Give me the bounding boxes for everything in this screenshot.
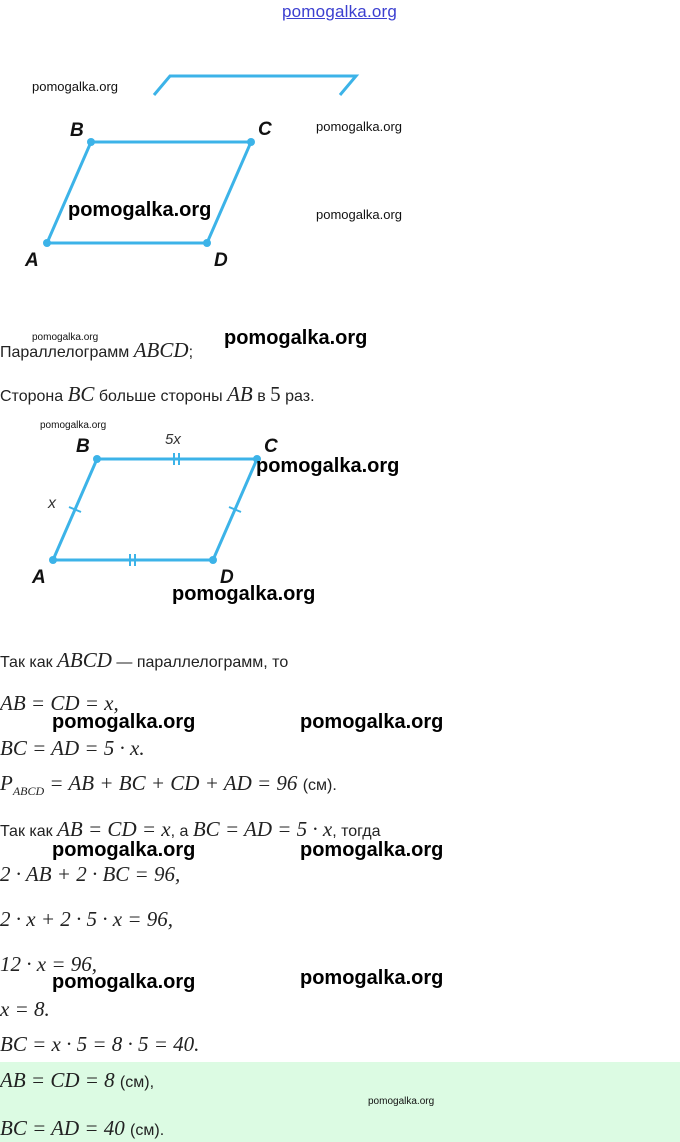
watermark: pomogalka.org (300, 967, 444, 989)
label-side-bc: 5x (165, 431, 181, 448)
equation-1: AB = CD = x, (0, 691, 119, 715)
equation-2: BC = AD = 5 · x. (0, 736, 145, 760)
equation-perimeter: $P_{ABCD}$ = AB + BC + CD + AD = 96 (см). (0, 771, 337, 799)
equation-5: 2 · x + 2 · 5 · x = 96, (0, 907, 173, 931)
problem-line-1: Параллелограмм ABCD; (0, 338, 194, 362)
equation-6: 12 · x = 96, (0, 952, 97, 976)
label-d: D (214, 250, 228, 271)
vertex-c (247, 138, 255, 146)
watermark: pomogalka.org (32, 332, 99, 343)
watermark: pomogalka.org (368, 1096, 435, 1107)
label-c: C (258, 119, 272, 140)
watermark: pomogalka.org (316, 119, 402, 134)
watermark: pomogalka.org (300, 711, 444, 733)
vertex-d (203, 239, 211, 247)
problem-line-2: Сторона BC больше стороны AB в 5 раз. (0, 382, 315, 406)
watermark: pomogalka.org (52, 839, 196, 861)
answer-line-2: BC = AD = 40 (см). (0, 1116, 165, 1140)
equation-4: 2 · AB + 2 · BC = 96, (0, 862, 181, 886)
parallelogram-abcd-2 (53, 459, 257, 560)
vertex-a (43, 239, 51, 247)
watermark: pomogalka.org (52, 971, 196, 993)
watermark: pomogalka.org (172, 583, 316, 605)
equation-8: BC = x · 5 = 8 · 5 = 40. (0, 1032, 200, 1056)
parallelogram-abcd (47, 142, 251, 243)
answer-line-1: AB = CD = 8 (см), (0, 1068, 155, 1092)
equation-7: x = 8. (0, 997, 50, 1021)
label-b: B (70, 120, 84, 141)
label-d: D (220, 567, 234, 588)
label-a: A (25, 250, 39, 271)
watermark: pomogalka.org (316, 207, 402, 222)
label-side-ab: x (48, 495, 56, 512)
label-a: A (32, 567, 46, 588)
watermark: pomogalka.org (32, 79, 118, 94)
label-b: B (76, 436, 90, 457)
parallelogram-figure-2 (0, 425, 420, 595)
label-c: C (264, 436, 278, 457)
watermark: pomogalka.org (52, 711, 196, 733)
vertex-b (87, 138, 95, 146)
watermark: pomogalka.org (256, 455, 400, 477)
watermark: pomogalka.org (300, 839, 444, 861)
partial-shape-top (154, 76, 356, 95)
site-watermark-link[interactable]: pomogalka.org (282, 2, 398, 21)
watermark: pomogalka.org (68, 199, 212, 221)
solution-line-2: Так как AB = CD = x, а BC = AD = 5 · x, тогда (0, 817, 381, 841)
watermark: pomogalka.org (40, 420, 107, 431)
watermark: pomogalka.org (224, 327, 368, 349)
solution-line-1: Так как ABCD — параллелограмм, то (0, 648, 289, 672)
